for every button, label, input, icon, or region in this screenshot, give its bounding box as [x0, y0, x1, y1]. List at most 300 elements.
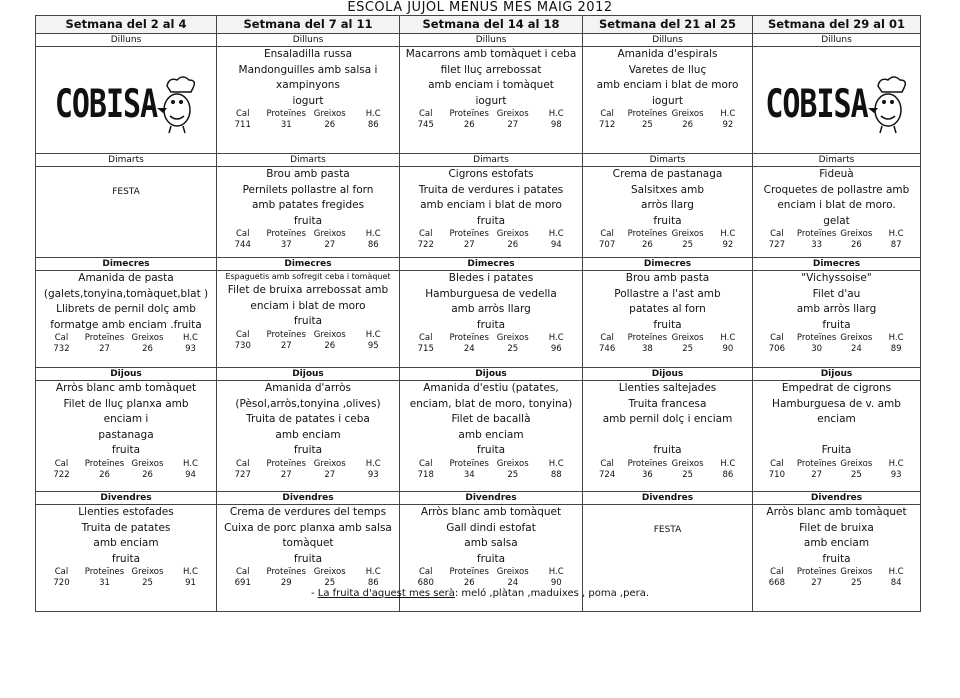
day-label-dimarts: Dimarts: [36, 154, 217, 167]
nutrition-value: 715: [417, 344, 434, 354]
nutrition-headers: [217, 109, 399, 120]
nutrition-header: Greixos: [313, 329, 346, 340]
day-label-row: [36, 368, 921, 381]
nutrition-value: 93: [367, 469, 379, 480]
menu-row-dimecres: [36, 271, 921, 368]
dish-item: amb patates fregides: [251, 199, 365, 211]
day-label-dijous: Dijous: [400, 368, 583, 381]
dish-item: amb arròs llarg: [796, 303, 877, 315]
nutrition-header: Cal: [54, 458, 69, 469]
nutrition-header: Proteïnes: [449, 458, 489, 469]
dish-item: amb arròs llarg: [451, 303, 531, 315]
menu-cell: [217, 47, 400, 154]
nutrition-headers: [400, 459, 582, 470]
nutrition-value: 36: [641, 469, 653, 480]
day-label-row: [36, 34, 921, 47]
dish-item: iogurt: [475, 94, 507, 107]
nutrition-header: Cal: [235, 329, 250, 340]
nutrition-value: 26: [99, 469, 110, 480]
dish-item: Mandonguilles amb salsa i: [238, 63, 378, 76]
nutrition-header: Cal: [418, 333, 433, 343]
nutrition-value: 26: [324, 120, 336, 130]
nutrition-header: H.C: [548, 109, 564, 119]
nutrition-value: 722: [417, 240, 434, 250]
nutrition-header: Greixos: [671, 333, 704, 343]
nutrition-header: Proteïnes: [627, 458, 668, 469]
nutrition-header: Proteïnes: [266, 458, 306, 469]
dish-item: fruita: [822, 552, 851, 565]
nutrition-value: 92: [722, 120, 734, 130]
nutrition-value: 722: [53, 469, 70, 480]
dish-item: amb enciam i tomàquet: [428, 79, 554, 91]
dish-item: fruita: [653, 444, 682, 456]
nutrition-header: Greixos: [496, 333, 529, 343]
nutrition-header: Greixos: [496, 458, 529, 469]
day-label-dilluns: Dilluns: [217, 34, 400, 47]
nutrition-value: 26: [463, 120, 475, 130]
nutrition-values: [583, 120, 752, 131]
dish-item: amb enciam: [803, 537, 870, 549]
day-label-divendres: Divendres: [400, 492, 583, 505]
nutrition-header: H.C: [888, 458, 904, 469]
nutrition-value: 86: [722, 469, 734, 480]
day-label-dilluns: Dilluns: [36, 34, 217, 47]
day-label-dijous: Dijous: [753, 368, 921, 381]
cobisa-logo: [36, 47, 216, 153]
nutrition-value: 88: [550, 469, 562, 480]
nutrition-value: 711: [234, 120, 251, 130]
week-header: Setmana del 2 al 4: [36, 16, 217, 34]
nutrition-value: 26: [324, 340, 336, 351]
nutrition-header: Cal: [600, 333, 614, 343]
dish-item: fruita: [476, 552, 506, 565]
day-label-divendres: Divendres: [36, 492, 217, 505]
nutrition-value: 29: [280, 578, 292, 588]
nutrition-values: [583, 240, 752, 251]
nutrition-headers: [753, 567, 920, 578]
dish-item: (galets,tonyina,tomàquet,blat ): [43, 287, 209, 300]
nutrition-value: 25: [507, 469, 519, 480]
dish-item: fruita: [293, 552, 323, 565]
cobisa-logo-text: COBISA: [765, 81, 868, 128]
nutrition-header: Greixos: [496, 567, 529, 577]
nutrition-headers: [36, 459, 216, 470]
dish-item: gelat: [823, 214, 850, 227]
nutrition-header: Cal: [418, 109, 433, 119]
dish-item: Llenties saltejades: [618, 382, 717, 394]
nutrition-values: [36, 470, 216, 481]
nutrition-headers: [400, 567, 582, 578]
nutrition-value: 93: [890, 469, 902, 480]
nutrition-headers: [583, 229, 752, 240]
nutrition-value: 27: [811, 578, 823, 588]
dish-item: iogurt: [651, 94, 684, 107]
dish-item: Truita francesa: [628, 397, 707, 410]
nutrition-header: Greixos: [131, 333, 164, 343]
nutrition-values: [583, 344, 752, 355]
nutrition-value: 25: [850, 578, 862, 588]
festa-label: FESTA: [653, 525, 682, 535]
nutrition-value: 94: [185, 469, 196, 480]
dish-item: Crema de verdures del temps: [229, 506, 387, 518]
nutrition-header: H.C: [365, 329, 381, 340]
nutrition-header: Proteïnes: [796, 333, 837, 343]
nutrition-header: H.C: [365, 109, 381, 119]
nutrition-value: 96: [550, 344, 562, 354]
day-label-dilluns: Dilluns: [583, 34, 753, 47]
nutrition-value: 27: [280, 469, 292, 480]
dish-item: enciam i blat de moro.: [777, 199, 896, 211]
nutrition-headers: [583, 333, 752, 344]
menu-cell: [400, 381, 583, 492]
dish-item: Amanida d'espirals: [617, 48, 718, 60]
nutrition-value: 680: [417, 578, 434, 588]
nutrition-value: 27: [324, 469, 336, 480]
nutrition-headers: [753, 459, 920, 470]
dish-item: patates al forn: [629, 303, 706, 315]
nutrition-header: Cal: [235, 109, 250, 119]
nutrition-header: Greixos: [671, 458, 704, 469]
nutrition-value: 745: [417, 120, 434, 130]
nutrition-values: [753, 470, 920, 481]
nutrition-header: Greixos: [313, 458, 346, 469]
day-label-dilluns: Dilluns: [400, 34, 583, 47]
dish-item: amb enciam: [458, 428, 524, 441]
day-label-row: [36, 258, 921, 271]
nutrition-header: Greixos: [313, 567, 346, 577]
nutrition-header: Greixos: [496, 229, 529, 239]
nutrition-header: Cal: [770, 458, 784, 469]
nutrition-value: 718: [417, 469, 434, 480]
nutrition-value: 732: [53, 344, 70, 354]
dish-item: fruita: [653, 214, 682, 227]
fruit-footnote-list: : meló ,plàtan ,maduixes , poma ,pera.: [454, 588, 650, 599]
nutrition-value: 27: [811, 469, 823, 480]
nutrition-header: Cal: [54, 567, 69, 577]
nutrition-values: [217, 341, 399, 352]
dish-item: Varetes de lluç: [628, 63, 707, 76]
dish-item: filet lluç arrebossat: [440, 63, 542, 76]
nutrition-value: 712: [599, 120, 616, 130]
nutrition-value: 27: [280, 340, 292, 351]
dish-item: Cuixa de porc planxa amb salsa: [224, 521, 392, 534]
nutrition-header: Greixos: [840, 229, 873, 239]
nutrition-value: 90: [722, 344, 734, 354]
nutrition-header: Cal: [770, 229, 784, 239]
nutrition-headers: [36, 567, 216, 578]
dish-item: tomàquet: [282, 537, 334, 549]
dish-item: fruita: [476, 214, 506, 227]
fruit-footnote-label: La fruita d'aquest mes serà: [317, 588, 455, 599]
nutrition-header: Proteïnes: [627, 333, 668, 343]
nutrition-value: 26: [641, 240, 653, 250]
nutrition-header: Proteïnes: [266, 229, 306, 239]
dish-item: Pollastre a l'ast amb: [614, 287, 721, 300]
nutrition-headers: [217, 567, 399, 578]
nutrition-value: 720: [53, 578, 70, 588]
nutrition-headers: [753, 333, 920, 344]
nutrition-header: Proteïnes: [266, 567, 306, 577]
day-label-dimarts: Dimarts: [217, 154, 400, 167]
dish-item: fruita: [111, 444, 141, 456]
nutrition-headers: [583, 459, 752, 470]
dish-item: enciam i blat de moro: [250, 299, 366, 312]
nutrition-header: Proteïnes: [627, 109, 668, 119]
nutrition-value: 25: [324, 578, 336, 588]
nutrition-value: 24: [850, 344, 862, 354]
day-label-dimecres: Dimecres: [36, 258, 217, 271]
dish-item: amb enciam: [93, 537, 159, 549]
nutrition-value: 37: [280, 240, 292, 250]
day-label-divendres: Divendres: [583, 492, 753, 505]
dish-item: pastanaga: [98, 428, 154, 441]
dish-item: amb enciam: [275, 428, 341, 441]
nutrition-header: Greixos: [496, 109, 529, 119]
dish-item: Hamburguesa de vedella: [425, 287, 557, 300]
nutrition-header: Proteïnes: [266, 329, 306, 340]
nutrition-value: 27: [324, 240, 336, 250]
day-label-divendres: Divendres: [753, 492, 921, 505]
dish-item: Brou amb pasta: [266, 168, 350, 180]
day-label-dijous: Dijous: [583, 368, 753, 381]
nutrition-value: 25: [142, 578, 153, 588]
menu-row-dilluns: [36, 47, 921, 154]
nutrition-header: Proteïnes: [84, 458, 125, 469]
dish-item: Fruita: [821, 444, 852, 456]
nutrition-value: 26: [850, 240, 862, 250]
nutrition-headers: [400, 229, 582, 240]
nutrition-header: Proteïnes: [796, 567, 837, 577]
nutrition-value: 90: [550, 578, 562, 588]
nutrition-header: H.C: [183, 458, 198, 469]
nutrition-header: Proteïnes: [266, 109, 306, 119]
nutrition-header: H.C: [548, 333, 564, 343]
nutrition-value: 27: [463, 240, 475, 250]
dish-item: Amanida d'estiu (patates,: [423, 382, 559, 394]
nutrition-values: [583, 470, 752, 481]
nutrition-header: H.C: [548, 229, 564, 239]
nutrition-header: Greixos: [313, 229, 346, 239]
nutrition-header: Cal: [770, 567, 784, 577]
dish-item: "Vichyssoise": [801, 272, 872, 284]
nutrition-values: [217, 240, 399, 251]
nutrition-headers: [400, 333, 582, 344]
menu-cell: [753, 271, 921, 368]
dish-item: Cigrons estofats: [448, 168, 534, 180]
nutrition-value: 25: [682, 469, 694, 480]
nutrition-value: 87: [890, 240, 902, 250]
nutrition-header: Proteïnes: [796, 458, 837, 469]
week-header: Setmana del 29 al 01: [753, 16, 921, 34]
nutrition-values: [400, 240, 582, 251]
nutrition-value: 24: [507, 578, 519, 588]
dish-item: fruita: [293, 214, 323, 227]
dish-item: Gall dindi estofat: [446, 521, 536, 534]
cobisa-logo-text: COBISA: [54, 81, 158, 128]
menu-cell: [36, 167, 217, 258]
menu-cell: [400, 167, 583, 258]
nutrition-value: 34: [463, 469, 475, 480]
nutrition-header: Greixos: [131, 567, 164, 577]
nutrition-header: Cal: [418, 229, 433, 239]
dish-item: Truita de patates i ceba: [246, 413, 370, 425]
nutrition-header: Proteïnes: [84, 567, 125, 577]
menu-cell: [36, 381, 217, 492]
nutrition-header: Greixos: [671, 109, 704, 119]
menu-row-dijous: [36, 381, 921, 492]
nutrition-value: 25: [507, 344, 519, 354]
menu-row-dimarts: [36, 167, 921, 258]
nutrition-header: H.C: [888, 567, 904, 577]
day-label-dimarts: Dimarts: [400, 154, 583, 167]
nutrition-value: 25: [682, 344, 694, 354]
nutrition-header: Greixos: [840, 458, 873, 469]
nutrition-value: 33: [811, 240, 823, 250]
dish-item: Espaguetis amb sofregit ceba i tomàquet: [225, 272, 391, 281]
dish-item: (Pèsol,arròs,tonyina ,olives): [235, 397, 381, 410]
dish-item: Filet de bacallà: [451, 413, 531, 425]
nutrition-value: 727: [234, 469, 251, 480]
menu-cell: [583, 271, 753, 368]
menu-cell: [36, 271, 217, 368]
nutrition-header: H.C: [888, 229, 904, 239]
nutrition-value: 27: [99, 344, 110, 354]
nutrition-values: [217, 470, 399, 481]
nutrition-header: Cal: [770, 333, 784, 343]
nutrition-values: [217, 120, 399, 131]
day-label-dilluns: Dilluns: [753, 34, 921, 47]
nutrition-value: 707: [599, 240, 616, 250]
dish-item: Truita de verdures i patates: [418, 183, 564, 196]
dish-item: xampinyons: [276, 79, 340, 91]
dish-item: fruita: [822, 318, 851, 331]
day-label-dimarts: Dimarts: [583, 154, 753, 167]
menu-cell: [753, 381, 921, 492]
dish-item: formatge amb enciam .fruita: [50, 318, 202, 331]
nutrition-value: 98: [550, 120, 562, 130]
menu-cell: [400, 47, 583, 154]
nutrition-value: 724: [599, 469, 616, 480]
nutrition-headers: [753, 229, 920, 240]
nutrition-values: [753, 240, 920, 251]
nutrition-header: Proteïnes: [449, 109, 489, 119]
dish-item: Hamburguesa de v. amb: [772, 397, 901, 410]
dish-item: amb pernil dolç i enciam: [602, 413, 733, 425]
nutrition-header: Greixos: [131, 458, 164, 469]
dish-item: Filet de bruixa arrebossat amb: [227, 284, 389, 296]
nutrition-value: 84: [890, 578, 902, 588]
nutrition-header: H.C: [365, 229, 381, 239]
menu-cell: [583, 167, 753, 258]
nutrition-value: 91: [185, 578, 196, 588]
nutrition-values: [36, 344, 216, 355]
dish-item: fruita: [293, 444, 323, 456]
nutrition-value: 92: [722, 240, 734, 250]
week-header-row: [36, 16, 921, 34]
dish-item: fruita: [476, 318, 506, 331]
dish-item: Bledes i patates: [448, 272, 534, 284]
dish-item: Salsitxes amb: [630, 183, 704, 196]
week-header: Setmana del 14 al 18: [400, 16, 583, 34]
dish-item: Croquetes de pollastre amb: [763, 183, 910, 196]
dish-item: Llenties estofades: [78, 506, 174, 518]
nutrition-headers: [217, 459, 399, 470]
dish-item: Arròs blanc amb tomàquet: [420, 506, 562, 518]
dish-item: fruita: [476, 444, 506, 456]
nutrition-header: H.C: [365, 567, 381, 577]
nutrition-value: 26: [463, 578, 475, 588]
nutrition-header: H.C: [888, 333, 904, 343]
chef-bird-icon: [157, 76, 197, 134]
day-label-dimecres: Dimecres: [583, 258, 753, 271]
week-header: Setmana del 7 al 11: [217, 16, 400, 34]
nutrition-header: Cal: [600, 458, 614, 469]
menu-table: [35, 15, 921, 612]
nutrition-value: 94: [550, 240, 562, 250]
dish-item: amb enciam i blat de moro: [420, 199, 562, 211]
dish-item: [583, 428, 752, 444]
dish-item: enciam i: [103, 413, 149, 425]
nutrition-value: 31: [99, 578, 110, 588]
menu-cell: [583, 381, 753, 492]
nutrition-headers: [36, 333, 216, 344]
day-label-dimecres: Dimecres: [753, 258, 921, 271]
nutrition-header: H.C: [720, 458, 736, 469]
nutrition-header: H.C: [183, 567, 198, 577]
nutrition-values: [400, 344, 582, 355]
nutrition-header: Cal: [600, 109, 614, 119]
nutrition-header: H.C: [548, 458, 564, 469]
dish-item: Llibrets de pernil dolç amb: [56, 303, 196, 315]
nutrition-header: Greixos: [840, 333, 873, 343]
nutrition-value: 668: [768, 578, 785, 588]
nutrition-value: 746: [599, 344, 616, 354]
nutrition-header: H.C: [548, 567, 564, 577]
nutrition-header: Proteïnes: [627, 229, 668, 239]
dish-item: Filet d'au: [812, 287, 861, 300]
dish-item: arròs llarg: [641, 199, 694, 211]
nutrition-header: Cal: [235, 229, 250, 239]
nutrition-header: H.C: [365, 458, 381, 469]
nutrition-value: 27: [507, 120, 519, 130]
dish-item: Arròs blanc amb tomàquet: [55, 382, 197, 394]
nutrition-value: 24: [463, 344, 475, 354]
menu-cell: [217, 167, 400, 258]
dish-item: Amanida d'arròs: [265, 382, 351, 394]
nutrition-value: 691: [234, 578, 251, 588]
nutrition-value: 93: [185, 344, 196, 354]
nutrition-header: Proteïnes: [796, 229, 837, 239]
nutrition-values: [753, 344, 920, 355]
dish-item: Brou amb pasta: [625, 272, 710, 284]
dish-item: fruita: [111, 552, 141, 565]
nutrition-header: H.C: [720, 229, 736, 239]
menu-cell: [36, 47, 217, 154]
nutrition-value: 25: [850, 469, 862, 480]
menu-cell: [583, 47, 753, 154]
nutrition-value: 730: [234, 340, 251, 351]
day-label-dimecres: Dimecres: [217, 258, 400, 271]
chef-bird-icon: [868, 76, 908, 134]
nutrition-header: Greixos: [313, 109, 346, 119]
nutrition-value: 26: [142, 344, 153, 354]
nutrition-header: H.C: [720, 333, 736, 343]
day-label-dijous: Dijous: [217, 368, 400, 381]
dish-item: Crema de pastanaga: [612, 168, 723, 180]
dish-item: Ensaladilla russa: [263, 48, 353, 60]
dish-item: Pernilets pollastre al forn: [242, 183, 374, 196]
nutrition-header: H.C: [720, 109, 736, 119]
